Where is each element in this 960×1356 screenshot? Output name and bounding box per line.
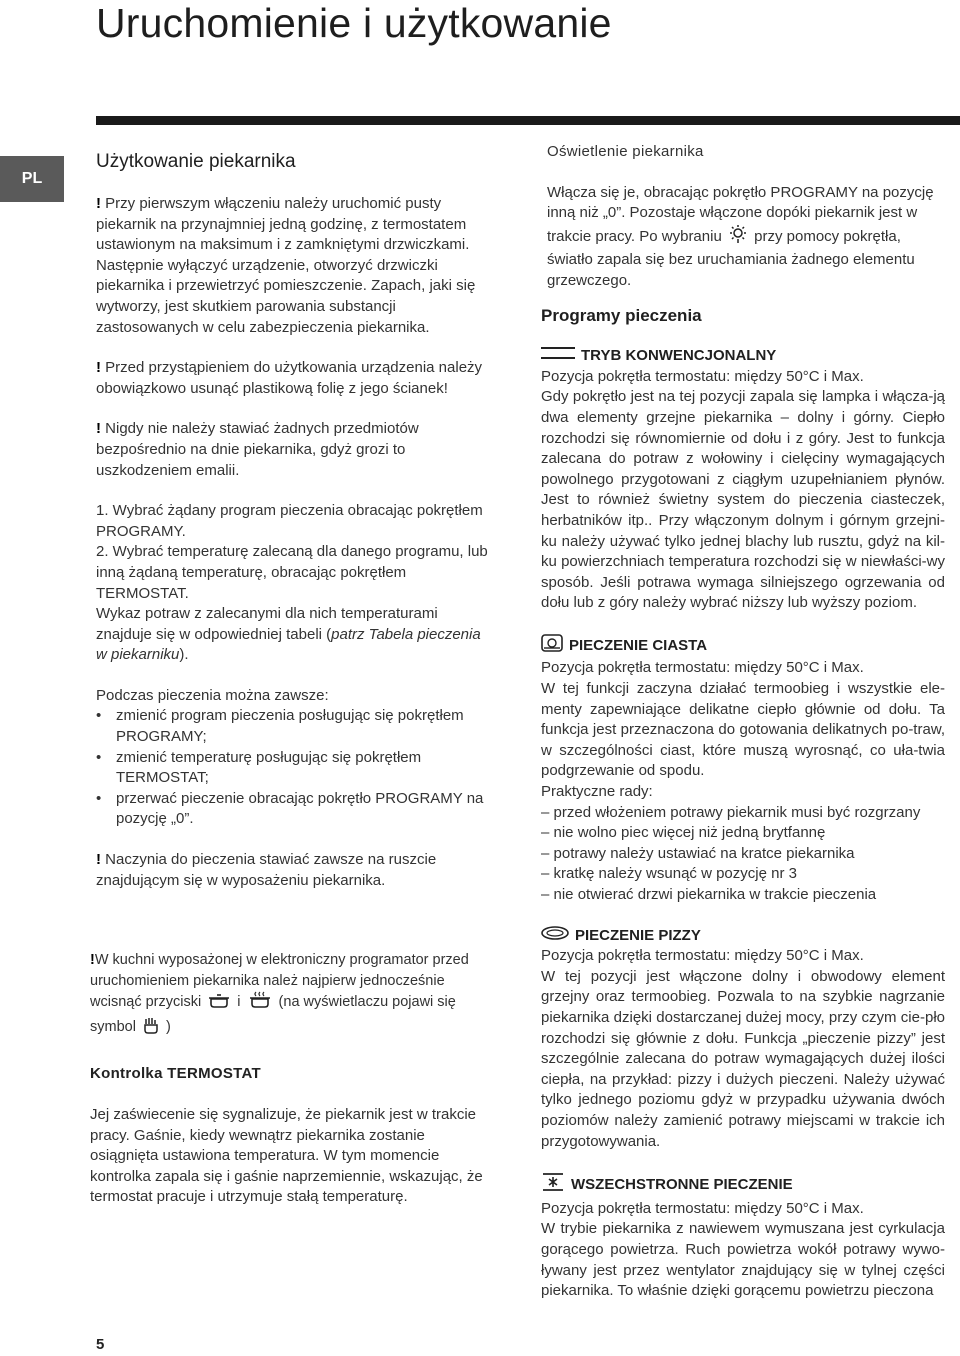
lighting-title: Oświetlenie piekarnika: [547, 143, 704, 160]
page-number: 5: [96, 1336, 105, 1353]
table-note-end: ).: [179, 646, 189, 664]
page-title: Uruchomienie i użytkowanie: [96, 0, 612, 46]
warning-mark: !: [90, 952, 95, 968]
program-text: Pozycja pokrętła termostatu: między 50°C i Max.: [541, 947, 864, 965]
program-title-text: TRYB KONWENCJONALNY: [581, 347, 777, 365]
table-note-text: Wykaz potraw z zalecanymi dla nich temperaturami znajduje się w odpowiedniej tabeli (: [96, 605, 438, 643]
warning-text-end: ): [166, 1018, 171, 1035]
left-column: [96, 150, 490, 891]
lighting-text-b: przy pomocy pokrętła, światło zapala się bez uruchamiania żadnego elementu grzewczego.: [547, 227, 915, 289]
warning-text: Przed przystąpieniem do użytkowania urządzenia należy obowiązkowo usunąć plastikową folię z jego ścianek!: [96, 359, 483, 397]
list-item: • zmienić program pieczenia posługując się pokrętłem PROGRAMY;: [96, 706, 490, 747]
list-item: • zmienić temperaturę posługując się pokrętłem TERMOSTAT;: [96, 748, 490, 789]
program-text: W tej pozycji jest włączone dolny i obwodowy element grzejny oraz termoobieg. Pozwala to na szybkie nagrzanie piekarnika dzięki dostarczanej dużej mocy, przy czym cie-pło rozchodzi się głównie z dołu. Funkcja „pieczenie pizzy” jest szczególnie zalecana do potraw wymagających dużej ilości ciepła, na przykład: pizzy i dużych pieczeni. Należy używać tylko jednego poziomu gdyż w przypadku używania dwóch poziomów należy zamienić potrawy miejscami w trakcie ich przygotowywania.: [541, 967, 945, 1150]
program-text: W trybie piekarnika z nawiewem wymuszana jest cyrkulacja gorącego powietrza. Ruch powietrza wokół potrawy wywo-ływany jest przez wentylator znajdujący się w tylnej części piekarnika. To właśnie dzięki gorącemu powietrzu pieczona: [541, 1220, 945, 1300]
tip-item: – nie wolno piec więcej niż jedną brytfannę: [541, 824, 826, 842]
warning-mark: !: [96, 195, 101, 212]
warning-first-run: [96, 194, 490, 338]
program-text: W tej funkcji zaczyna działać termoobieg i wszystkie ele-menty zapewniające delikatne ciepło głównie od dołu. Ta funkcja jest przeznaczona do gotowania delikatnych po-traw, w szczególności ciast, które muszą wyrosnąć, co uła-twia podgrzewanie od spodu.: [541, 680, 945, 780]
program-title-text: WSZECHSTRONNE PIECZENIE: [571, 1176, 793, 1194]
warning-text: Nigdy nie należy stawiać żadnych przedmiotów bezpośrednio na dnie piekarnika, gdyż grozi to uszkodzeniem emalii.: [96, 420, 419, 479]
left-column-lower: [90, 950, 490, 1208]
warning-mark: !: [96, 359, 101, 377]
program-text: Praktyczne rady:: [541, 783, 653, 801]
step-1: 1. Wybrać żądany program pieczenia obracając pokrętłem PROGRAMY.: [96, 502, 483, 540]
warning-programmer: [90, 950, 490, 1040]
program-text: Gdy pokrętło jest na tej pozycji zapala się lampka i włącza-ją dwa elementy grzejne piekarnika – dolny i górny. Ciepło rozchodzi się równomiernie od dołu i z góry. Jest to funkcja zalecana do potraw z wołowiny i cielęciny wymagających powolnego przygotowani z ciągłym uzupełnianiem płynów. Jest to również świetny system do pieczenia ciasteczek, herbatników itp.. Przy włączonym dolnym i górnym grzejni-ku należy używać tylko jednej blachy lub rusztu, gdyż na kil-ku powierzchniach temperatura rozchodzi się w niewłaści-wy sposób. Jeśli potrawa wymaga silniejszego ogrzewania od dołu lub z góry należy wybrać niższy lub wyższy poziom.: [541, 388, 945, 612]
warning-text-and: i: [237, 994, 241, 1011]
section-title-usage: Użytkowanie piekarnika: [96, 151, 296, 172]
program-text: Pozycja pokrętła termostatu: między 50°C i Max.: [541, 367, 864, 385]
warning-text: Naczynia do pieczenia stawiać zawsze na ruszcie znajdującym się w wyposażeniu piekarnika.: [96, 851, 437, 889]
lighting-text: [547, 183, 945, 292]
program-cake-title: [541, 634, 945, 659]
during-intro: Podczas pieczenia można zawsze:: [96, 686, 329, 704]
table-note: [96, 604, 490, 666]
tip-item: – nie otwierać drzwi piekarnika w trakcie pieczenia: [541, 886, 877, 903]
indicator-text: Jej zaświecenie się sygnalizuje, że piekarnik jest w trakcie pracy. Gaśnie, kiedy wewnątrz piekarnika zostanie osiągnięta ustawiona temperatura. W tym momencie kontrolka zapala się i gaśnie naprzemiennie, wskazując, że termostat pracuje i utrzymuje stałą temperaturę.: [90, 1105, 483, 1206]
cake-icon: [541, 634, 563, 659]
language-tab: PL: [0, 156, 64, 202]
warning-text-cont: (na wyświetlaczu pojawi się symbol: [90, 994, 456, 1035]
warning-foil: [96, 358, 490, 399]
warning-text: W kuchni wyposażonej w elektroniczny programator przed uruchomieniem piekarnika należ najpierw jednocześnie wcisnąć przyciski: [90, 952, 469, 1011]
step-2: 2. Wybrać temperaturę zalecaną dla danego programu, lub inną żądaną temperaturę, obracając pokrętłem TERMOSTAT.: [96, 543, 488, 602]
warning-mark: !: [96, 851, 101, 869]
warning-bottom: [96, 419, 490, 481]
program-title-text: PIECZENIE CIASTA: [569, 636, 708, 654]
lighting-text-a: Włącza się je, obracając pokrętło PROGRAMY na pozycję inną niż „0”. Pozostaje włączone dopóki piekarnik jest w trakcie pracy. Po wybraniu: [547, 183, 934, 245]
program-fan-title: [541, 1172, 945, 1199]
table-reference: patrz Tabela pieczenia w piekarniku: [96, 625, 481, 664]
program-text: Pozycja pokrętła termostatu: między 50°C i Max.: [541, 659, 864, 677]
hand-symbol-icon: [143, 1016, 159, 1041]
fan-heating-icon: [541, 1172, 565, 1199]
warning-rack: [96, 850, 490, 891]
tip-item: – kratkę należy wsunąć w pozycję nr 3: [541, 865, 797, 883]
steam-pot-button-icon: [248, 991, 272, 1016]
warning-mark: !: [96, 420, 101, 438]
list-item-text: zmienić temperaturę posługując się pokrętłem TERMOSTAT;: [116, 748, 422, 787]
header-rule: [96, 116, 960, 125]
list-item-text: przerwać pieczenie obracając pokrętło PROGRAMY na pozycję „0”.: [116, 789, 484, 828]
list-item: • przerwać pieczenie obracając pokrętło PROGRAMY na pozycję „0”.: [96, 789, 490, 830]
tip-item: – przed włożeniem potrawy piekarnik musi być rozgrzany: [541, 803, 921, 821]
tip-item: – potrawy należy ustawiać na kratce piekarnika: [541, 844, 855, 862]
program-text: Pozycja pokrętła termostatu: między 50°C i Max.: [541, 1199, 864, 1217]
program-title-text: PIECZENIE PIZZY: [575, 926, 701, 944]
pizza-icon: [541, 926, 569, 947]
list-item-text: zmienić program pieczenia posługując się pokrętłem PROGRAMY;: [116, 707, 464, 746]
lamp-icon: [729, 224, 747, 251]
indicator-title: Kontrolka TERMOSTAT: [90, 1065, 261, 1083]
pot-button-icon: [208, 993, 230, 1016]
warning-text: Przy pierwszym włączeniu należy uruchomić pusty piekarnik na przynajmniej jedną godzinę, z termostatem ustawionym na maksimum i z zamkniętymi drzwiczkami. Następnie wyłączyć urządzenie, otworzyć drzwiczki piekarnika i przewietrzyć pomieszczenie. Zapach, jaki się wytworzy, jest skutkiem parowania substancji zastosowanych w celu zabezpieczenia piekarnika.: [96, 195, 476, 336]
program-conventional-title: [541, 346, 945, 367]
conventional-icon: [541, 346, 575, 367]
right-column: [541, 142, 945, 1302]
program-pizza-title: [541, 926, 945, 947]
programs-title: Programy pieczenia: [541, 305, 702, 325]
